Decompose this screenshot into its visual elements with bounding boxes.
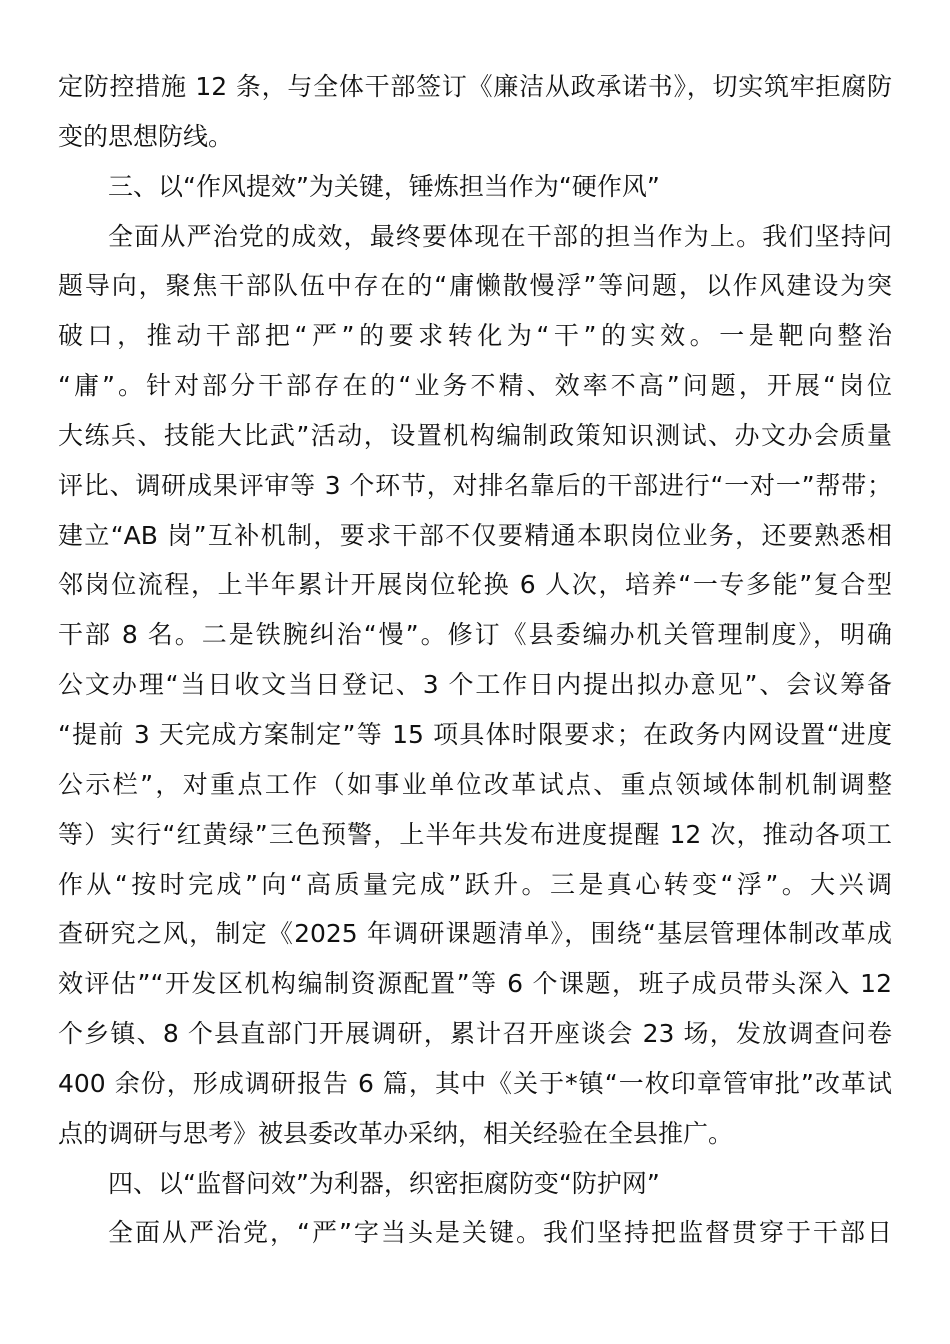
section-heading: 三、以“作风提效”为关键，锤炼担当作为“硬作风” (108, 171, 660, 201)
paragraph-line: 400 余份，形成调研报告 6 篇，其中《关于*镇“一枚印章管审批”改革试 (58, 1068, 892, 1098)
paragraph-line: 效评估”“开发区机构编制资源配置”等 6 个课题，班子成员带头深入 12 (58, 969, 892, 999)
paragraph-line: “庸”。针对部分干部存在的“业务不精、效率不高”问题，开展“岗位 (58, 371, 892, 401)
paragraph-line: 查研究之风，制定《2025 年调研课题清单》，围绕“基层管理体制改革成 (58, 919, 892, 949)
paragraph-line: 干部 8 名。二是铁腕纠治“慢”。修订《县委编办机关管理制度》，明确 (58, 620, 892, 650)
paragraph-line: 全面从严治党的成效，最终要体现在干部的担当作为上。我们坚持问 (108, 221, 892, 251)
paragraph-line: “提前 3 天完成方案制定”等 15 项具体时限要求；在政务内网设置“进度 (58, 719, 892, 749)
paragraph-line: 公示栏”，对重点工作（如事业单位改革试点、重点领域体制机制调整 (58, 769, 892, 799)
paragraph-line: 点的调研与思考》被县委改革办采纳，相关经验在全县推广。 (58, 1118, 734, 1148)
paragraph-line: 破口，推动干部把“严”的要求转化为“干”的实效。一是靶向整治 (58, 321, 892, 351)
paragraph-line: 个乡镇、8 个县直部门开展调研，累计召开座谈会 23 场，发放调查问卷 (58, 1019, 892, 1049)
paragraph-line: 等）实行“红黄绿”三色预警，上半年共发布进度提醒 12 次，推动各项工 (58, 819, 892, 849)
paragraph-line: 全面从严治党，“严”字当头是关键。我们坚持把监督贯穿于干部日 (108, 1218, 892, 1248)
document-body (58, 62, 892, 1258)
section-heading: 四、以“监督问效”为利器，织密拒腐防变“防护网” (108, 1168, 660, 1198)
paragraph-line: 评比、调研成果评审等 3 个环节，对排名靠后的干部进行“一对一”帮带； (58, 470, 892, 500)
paragraph-line: 公文办理“当日收文当日登记、3 个工作日内提出拟办意见”、会议筹备 (58, 670, 892, 700)
paragraph-line: 作从“按时完成”向“高质量完成”跃升。三是真心转变“浮”。大兴调 (58, 869, 892, 899)
paragraph-line: 变的思想防线。 (58, 121, 234, 151)
paragraph-line: 题导向，聚焦干部队伍中存在的“庸懒散慢浮”等问题，以作风建设为突 (58, 271, 892, 301)
paragraph-line: 邻岗位流程，上半年累计开展岗位轮换 6 人次，培养“一专多能”复合型 (58, 570, 892, 600)
paragraph-line: 定防控措施 12 条，与全体干部签订《廉洁从政承诺书》，切实筑牢拒腐防 (58, 72, 892, 101)
paragraph-line: 建立“AB 岗”互补机制，要求干部不仅要精通本职岗位业务，还要熟悉相 (58, 520, 892, 550)
paragraph-line: 大练兵、技能大比武”活动，设置机构编制政策知识测试、办文办会质量 (58, 420, 892, 450)
